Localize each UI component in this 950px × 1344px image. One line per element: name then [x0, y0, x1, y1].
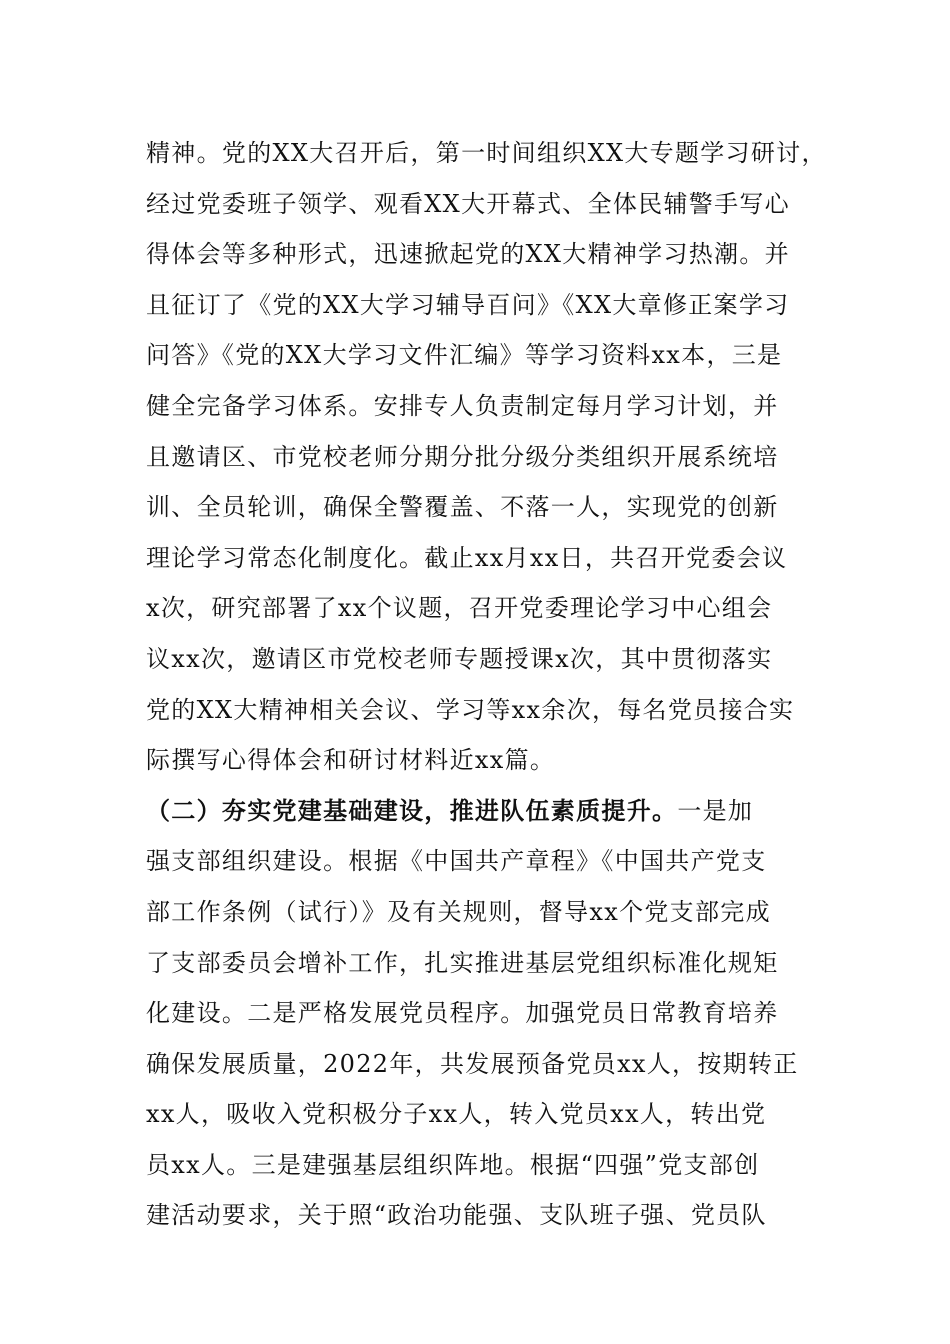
paragraph-1-line: 理论学习常态化制度化。截止xx月xx日，共召开党委会议 — [146, 543, 788, 572]
paragraph-1-line: 精神。党的XX大召开后，第一时间组织XX大专题学习研讨， — [146, 139, 827, 167]
paragraph-1-line: 党的XX大精神相关会议、学习等xx余次，每名党员接合实 — [146, 695, 795, 724]
section-2-first-line — [146, 786, 816, 837]
section-2-heading: （二）夯实党建基础建设，推进队伍素质提升。 — [146, 795, 678, 825]
paragraph-1-line: 得体会等多种形式，迅速掀起党的XX大精神学习热潮。并 — [146, 240, 790, 269]
section-2-line: 确保发展质量，2022年，共发展预备党员xx人，按期转正 — [146, 1049, 799, 1078]
section-2-line: 强支部组织建设。根据《中国共产章程》《中国共产党支 — [146, 847, 767, 876]
paragraph-1-line: 问答》《党的XX大学习文件汇编》等学习资料xx本，三是 — [146, 341, 783, 370]
document-body — [146, 128, 827, 1241]
paragraph-1-line: 经过党委班子领学、观看XX大开幕式、全体民辅警手写心 — [146, 189, 790, 218]
section-2-line: xx人，吸收入党积极分子xx人，转入党员xx人，转出党 — [146, 1100, 767, 1129]
paragraph-1-line: x次，研究部署了xx个议题，召开党委理论学习中心组会 — [146, 594, 773, 623]
paragraph-1-line: 且邀请区、市党校老师分期分批分级分类组织开展系统培 — [146, 442, 779, 471]
section-2-line: 员xx人。三是建强基层组织阵地。根据“四强”党支部创 — [146, 1150, 760, 1179]
section-2-line: 部工作条例（试行）》及有关规则，督导xx个党支部完成 — [146, 897, 771, 926]
section-2-line: 建活动要求，关于照“政治功能强、支队班子强、党员队 — [146, 1201, 767, 1230]
section-2-line: 了支部委员会增补工作，扎实推进基层党组织标准化规矩 — [146, 948, 779, 977]
section-2-line: 化建设。二是严格发展党员程序。加强党员日常教育培养 — [146, 999, 779, 1028]
paragraph-1-line: 健全完备学习体系。安排专人负责制定每月学习计划，并 — [146, 391, 779, 420]
paragraph-1-line: 际撰写心得体会和研讨材料近xx篇。 — [146, 746, 556, 775]
paragraph-1-line: 议xx次，邀请区市党校老师专题授课x次，其中贯彻落实 — [146, 644, 773, 673]
paragraph-1-line: 训、全员轮训，确保全警覆盖、不落一人，实现党的创新 — [146, 493, 779, 522]
paragraph-1-line: 且征订了《党的XX大学习辅导百问》《XX大章修正案学习 — [146, 290, 790, 319]
section-2-first-line-text: 一是加 — [677, 796, 754, 825]
